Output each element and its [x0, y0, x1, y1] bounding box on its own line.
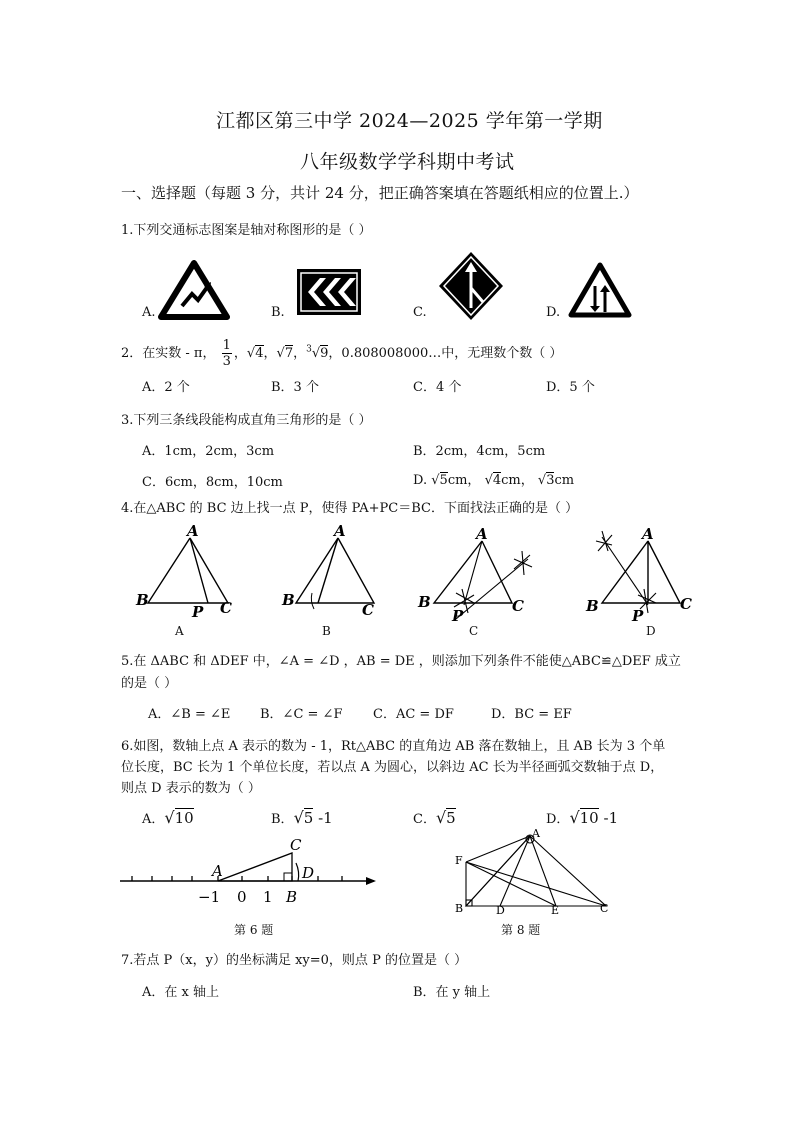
section-heading: 一、选择题（每题 3 分，共计 24 分，把正确答案填在答题纸相应的位置上.）	[121, 184, 639, 202]
figure-8-triangle	[452, 828, 622, 914]
fig6-label-a: A	[212, 862, 223, 880]
fig6-label-d: D	[302, 864, 315, 882]
q1-option-a: A.	[142, 305, 156, 320]
fig6-tick-zero: 0	[237, 888, 247, 906]
q4-caption-b: B	[322, 624, 331, 638]
q3-option-a: A．1cm，2cm，3cm	[142, 444, 275, 459]
q3-option-d	[413, 469, 574, 488]
fig6-label-c: C	[290, 836, 302, 854]
q6-option-c	[413, 808, 456, 827]
q4-caption-d: D	[646, 624, 656, 638]
q3-option-d-label: D.	[413, 473, 428, 488]
question-3-stem: 3.下列三条线段能构成直角三角形的是（ ）	[121, 413, 372, 428]
question-2-stem: 2．在实数 - π， $\frac{1}{3}$ ，√4，√7，$^3$√9，0.808008000…中，无理数个数（ ）	[121, 338, 563, 369]
q4-figure-d	[582, 523, 702, 623]
q2-option-d: D．5 个	[546, 380, 595, 395]
q4-figure-a	[130, 523, 240, 623]
q2-stem-suffix: ，0.808008000…中，无理数个数（ ）	[328, 346, 563, 361]
q1-option-c: C.	[413, 305, 427, 320]
vertex-label-a: A	[187, 523, 199, 540]
fig8-label-d: D	[496, 904, 505, 914]
q5-option-b: B．∠C = ∠F	[260, 707, 343, 722]
vertex-label-a: A	[476, 525, 488, 543]
fraction-numerator: 1	[222, 338, 231, 353]
q1-option-b: B.	[271, 305, 285, 320]
sqrt-symbol: √	[276, 346, 285, 361]
sqrt-symbol: √	[537, 473, 547, 488]
radicand-5: 5	[303, 809, 314, 827]
q1-option-d: D.	[546, 305, 561, 320]
sqrt-symbol: √	[431, 473, 440, 488]
q3-option-b: B．2cm，4cm，5cm	[413, 444, 546, 459]
radicand-4: 4	[255, 346, 264, 361]
q4-caption-a: A	[175, 624, 184, 638]
q4-caption-c: C	[469, 624, 479, 638]
question-5-stem-line2: 的是（ ）	[121, 676, 178, 691]
sqrt-symbol: √	[246, 346, 256, 361]
question-5-stem-line1: 5.在 ΔABC 和 ΔDEF 中，∠A = ∠D ，AB = DE ，则添加下列条件不能使△ABC≌△DEF 成立	[121, 654, 681, 669]
fraction-denominator: 3	[222, 354, 231, 369]
q6-option-c-label: C．	[413, 812, 436, 827]
unit-cm: cm，	[447, 473, 481, 488]
fraction-one-third	[222, 338, 232, 369]
sqrt-symbol: √	[435, 808, 447, 827]
sqrt-symbol: √	[293, 808, 304, 827]
fig8-label-a: A	[532, 828, 540, 840]
radicand-7: 7	[284, 346, 294, 361]
question-6-stem-line1: 6.如图，数轴上点 A 表示的数为 - 1，Rt△ABC 的直角边 AB 落在数轴上，且 AB 长为 3 个单	[121, 739, 666, 754]
sqrt-symbol: √	[484, 473, 493, 488]
fig8-label-e: E	[551, 904, 560, 914]
figure-6-number-line	[118, 832, 386, 912]
question-6-stem-line3: 则点 D 表示的数为（ ）	[121, 781, 261, 796]
radicand-3: 3	[546, 473, 555, 488]
question-7-stem: 7.若点 P（x，y）的坐标满足 xy=0，则点 P 的位置是（ ）	[121, 953, 468, 968]
figure-8-caption: 第 8 题	[501, 923, 541, 937]
minus-one: -1	[313, 809, 333, 827]
question-6-stem-line2: 位长度，BC 长为 1 个单位长度，若以点 A 为圆心，以斜边 AC 长为半径画弧交数轴于点 D，	[121, 760, 664, 775]
q2-stem-prefix: 2．在实数 - π，	[121, 346, 216, 361]
q6-option-d	[546, 808, 618, 827]
q3-option-c: C．6cm，8cm，10cm	[142, 475, 283, 490]
radicand-4: 4	[492, 473, 502, 488]
two-way-traffic-sign-icon	[568, 262, 632, 318]
vertex-label-a: A	[334, 523, 346, 540]
vertex-label-c: C	[362, 601, 374, 619]
vertex-label-p: P	[452, 607, 464, 623]
vertex-label-c: C	[220, 599, 232, 617]
radicand-5: 5	[446, 809, 456, 827]
unit-cm: cm	[554, 473, 575, 488]
radicand-9: 9	[320, 346, 329, 361]
fig8-label-f: F	[455, 854, 463, 867]
sqrt-symbol: √	[569, 808, 580, 827]
figure-6-caption: 第 6 题	[234, 923, 274, 937]
vertex-label-c: C	[512, 597, 524, 615]
q2-option-b: B．3 个	[271, 380, 319, 395]
fig8-label-c: C	[600, 902, 609, 914]
chevron-left-sign-icon	[296, 268, 362, 316]
q7-option-b: B．在 y 轴上	[413, 985, 491, 1000]
minus-one: -1	[598, 809, 619, 827]
radicand-10: 10	[579, 809, 599, 827]
fig6-tick-minus-one: −1	[198, 888, 221, 906]
fig8-label-b: B	[455, 902, 464, 914]
q2-option-c: C．4 个	[413, 380, 462, 395]
q5-option-a: A．∠B = ∠E	[148, 707, 231, 722]
fig6-tick-one: 1	[263, 888, 273, 906]
q4-figure-b	[276, 523, 386, 623]
fig6-label-b: B	[286, 888, 298, 906]
q4-figure-c	[414, 523, 554, 623]
q6-option-b	[271, 808, 333, 827]
q6-option-a	[142, 808, 194, 827]
q5-option-d: D．BC = EF	[491, 707, 572, 722]
vertex-label-b: B	[586, 597, 599, 615]
merge-diamond-sign-icon	[437, 250, 505, 322]
vertex-label-p: P	[192, 603, 204, 621]
question-4-stem: 4.在△ABC 的 BC 边上找一点 P，使得 PA+PC＝BC．下面找法正确的是（ ）	[121, 501, 579, 516]
exam-title-line2: 八年级数学学科期中考试	[300, 151, 515, 173]
question-1-stem: 1.下列交通标志图案是轴对称图形的是（ ）	[121, 223, 372, 238]
vertex-label-c: C	[680, 595, 692, 613]
vertex-label-p: P	[632, 607, 644, 623]
q6-option-b-label: B．	[271, 812, 294, 827]
sqrt-symbol: √	[164, 808, 175, 827]
cube-root-index: 3	[306, 344, 312, 355]
q5-option-c: C．AC = DF	[373, 707, 454, 722]
vertex-label-b: B	[136, 591, 149, 609]
q2-option-a: A．2 个	[142, 380, 190, 395]
vertex-label-b: B	[282, 591, 295, 609]
q6-option-a-label: A．	[142, 812, 165, 827]
vertex-label-b: B	[418, 593, 431, 611]
vertex-label-a: A	[642, 525, 654, 543]
unit-cm: cm，	[501, 473, 534, 488]
exam-title-line1: 江都区第三中学 2024—2025 学年第一学期	[216, 110, 603, 132]
radicand-10: 10	[174, 809, 194, 827]
sqrt-symbol: √	[311, 346, 321, 361]
radicand-5: 5	[439, 473, 448, 488]
q6-option-d-label: D．	[546, 812, 570, 827]
q7-option-a: A．在 x 轴上	[142, 985, 219, 1000]
zigzag-road-sign-icon	[158, 260, 230, 320]
